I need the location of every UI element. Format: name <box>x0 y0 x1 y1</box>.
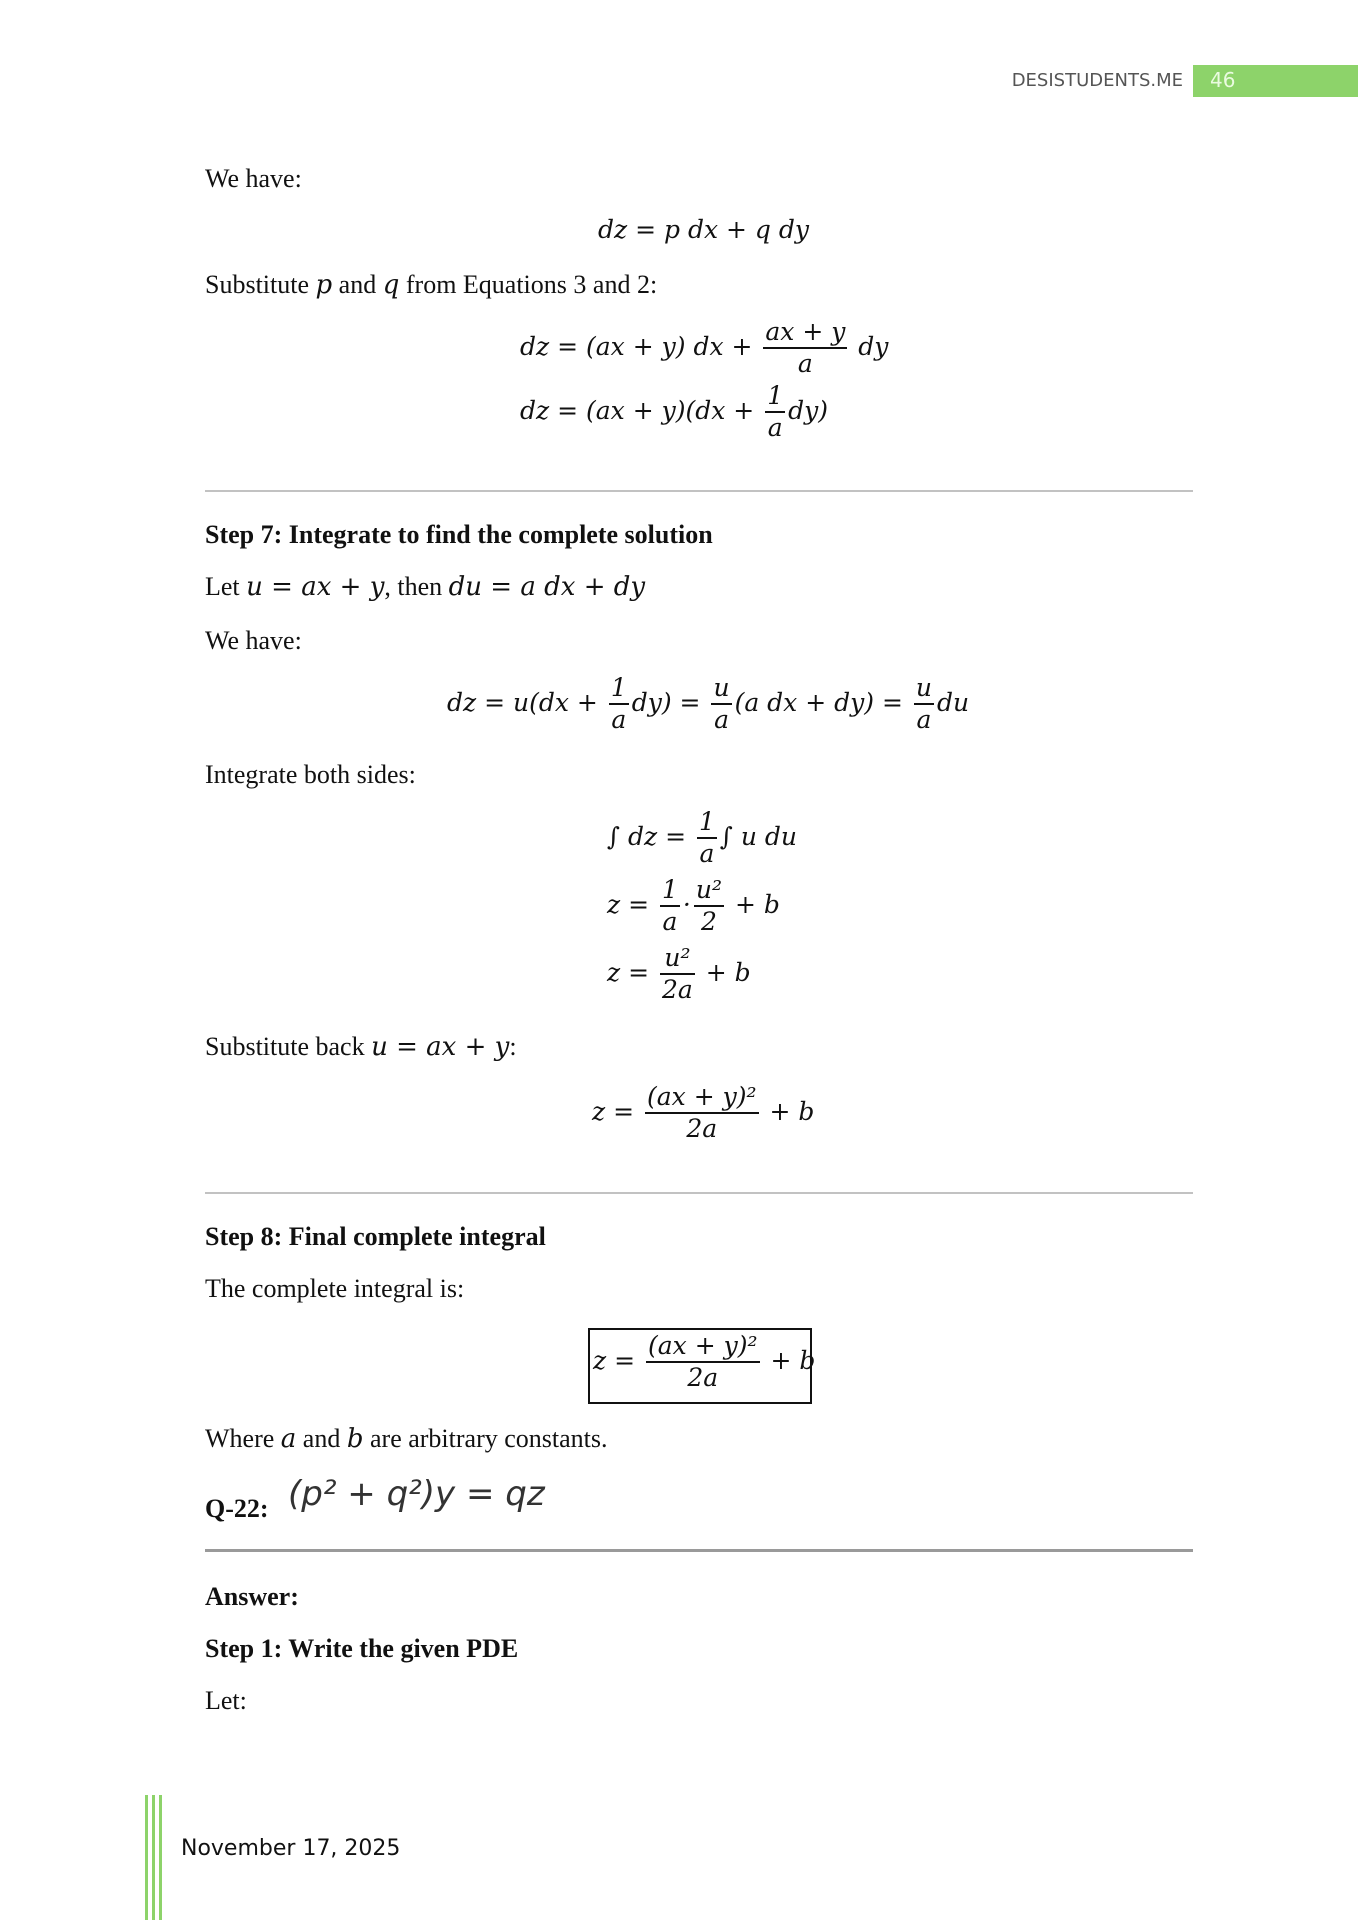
equation-sub-1 <box>520 318 888 379</box>
we-have-text: We have: <box>205 164 302 193</box>
math-u-def: u = ax + y <box>246 572 385 602</box>
equation-result <box>592 1083 814 1144</box>
fraction <box>660 944 695 1005</box>
divider <box>205 1549 1193 1552</box>
eq-part: z = <box>593 1345 644 1375</box>
denominator: 2 <box>694 905 724 937</box>
let-u-text <box>205 572 645 602</box>
math-a: a <box>280 1424 297 1454</box>
equation-integral <box>607 808 797 869</box>
fraction <box>609 674 629 735</box>
math-p: p <box>315 270 333 300</box>
eq-part: du <box>936 687 970 717</box>
text-run: : <box>509 1032 517 1061</box>
denominator: a <box>763 347 847 379</box>
text-run: and <box>332 270 383 299</box>
eq-part: dz = (ax + y) dx + <box>520 331 761 361</box>
numerator: 1 <box>767 381 784 410</box>
numerator: (ax + y)² <box>648 1331 758 1360</box>
math-u-def: u = ax + y <box>371 1032 510 1062</box>
text-run: Where <box>205 1424 281 1453</box>
fraction <box>914 674 934 735</box>
equation-final <box>593 1332 815 1393</box>
substitute-back-text <box>205 1032 517 1062</box>
footer-accent-bars <box>145 1795 163 1920</box>
we-have-text-2: We have: <box>205 626 302 655</box>
numerator: (ax + y)² <box>647 1082 757 1111</box>
numerator: u² <box>664 943 691 972</box>
fraction <box>645 1083 759 1144</box>
complete-integral-text: The complete integral is: <box>205 1274 465 1303</box>
text-run: Substitute <box>205 270 316 299</box>
denominator: 2a <box>646 1361 760 1393</box>
eq-part: dz = (ax + y)(dx + <box>520 395 763 425</box>
numerator: u <box>915 673 932 702</box>
accent-bar <box>152 1795 155 1920</box>
text-run: are arbitrary constants. <box>363 1424 608 1453</box>
numerator: ax + y <box>765 317 846 346</box>
answer-label: Answer: <box>205 1582 299 1611</box>
integrate-both-text: Integrate both sides: <box>205 760 416 789</box>
eq-part: ∫ dz = <box>607 821 694 851</box>
fraction <box>660 876 680 937</box>
denominator: a <box>609 703 629 735</box>
fraction <box>711 674 731 735</box>
step1-heading: Step 1: Write the given PDE <box>205 1634 519 1663</box>
page-number: 46 <box>1210 68 1236 92</box>
eq-part: + b <box>727 889 780 919</box>
eq-part: z = <box>607 889 658 919</box>
math-q: q <box>382 270 400 300</box>
text-run: Let <box>205 572 247 601</box>
divider <box>205 490 1193 492</box>
eq-part: + b <box>697 957 751 987</box>
step7-heading: Step 7: Integrate to find the complete solution <box>205 520 713 549</box>
numerator: 1 <box>699 807 715 836</box>
eq-part: z = <box>592 1096 643 1126</box>
accent-bar <box>159 1795 162 1920</box>
denominator: 2a <box>662 974 693 1004</box>
eq-part: · <box>682 889 691 919</box>
let-text: Let: <box>205 1686 247 1715</box>
denominator: a <box>697 837 717 869</box>
fraction <box>765 382 785 443</box>
numerator: 1 <box>610 673 627 702</box>
divider <box>205 1192 1193 1194</box>
equation-dz-u <box>447 674 969 735</box>
denominator: 2a <box>645 1112 759 1144</box>
site-name: DESISTUDENTS.ME <box>1011 70 1183 91</box>
eq-part: dy <box>850 331 889 361</box>
eq-part: z = <box>607 957 658 987</box>
question-equation: (p² + q²)y = qz <box>288 1474 545 1514</box>
substitute-text <box>205 270 657 300</box>
fraction <box>646 1332 760 1393</box>
question-label: Q-22: <box>205 1494 269 1523</box>
eq-part: (a dx + dy) = <box>734 687 911 717</box>
footer-date: November 17, 2025 <box>181 1836 401 1861</box>
denominator: a <box>765 411 785 443</box>
accent-bar <box>145 1795 148 1920</box>
numerator: u <box>713 673 730 702</box>
text-run: , then <box>384 572 449 601</box>
fraction <box>694 876 724 937</box>
eq-part: dy) = <box>631 687 709 717</box>
equation-dz: dz = p dx + q dy <box>598 215 809 244</box>
text-run: Substitute back <box>205 1032 372 1061</box>
fraction <box>697 808 717 869</box>
equation-z-2 <box>607 944 751 1005</box>
math-du-def: du = a dx + dy <box>448 572 646 602</box>
denominator: a <box>660 905 680 937</box>
step8-heading: Step 8: Final complete integral <box>205 1222 546 1251</box>
where-text <box>205 1424 608 1454</box>
numerator: u² <box>695 875 722 904</box>
text-run: and <box>296 1424 347 1453</box>
eq-part: dy) <box>788 395 828 425</box>
eq-part: dz = u(dx + <box>447 687 606 717</box>
equation-z-1 <box>607 876 780 937</box>
math-b: b <box>346 1424 364 1454</box>
equation-sub-2 <box>520 382 828 443</box>
numerator: 1 <box>662 875 678 904</box>
denominator: a <box>711 703 731 735</box>
eq-part: + b <box>762 1345 816 1375</box>
text-run: from Equations 3 and 2: <box>399 270 658 299</box>
fraction <box>763 318 847 379</box>
eq-part: + b <box>761 1096 815 1126</box>
eq-part: ∫ u du <box>719 821 798 851</box>
denominator: a <box>914 703 934 735</box>
